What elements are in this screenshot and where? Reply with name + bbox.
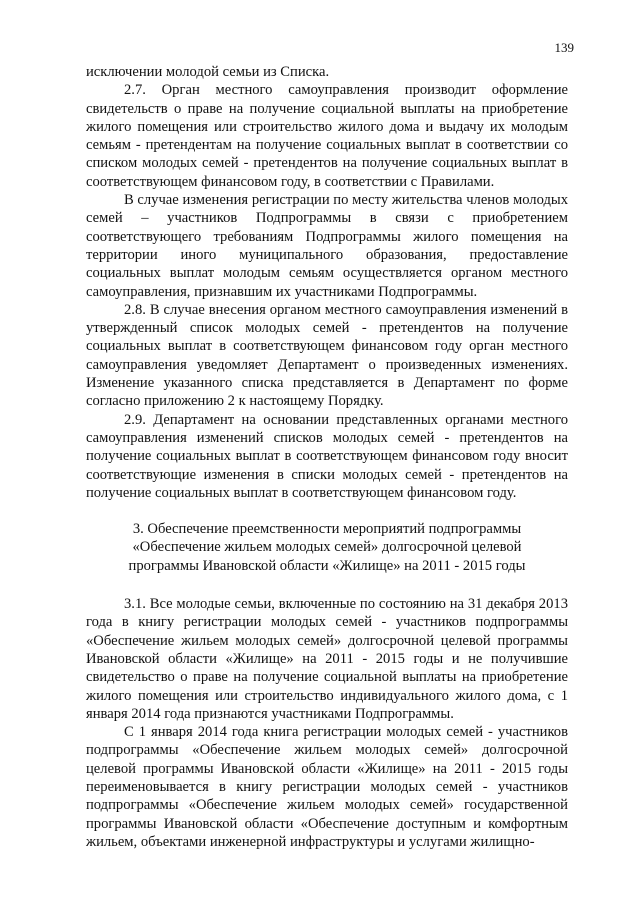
- section-heading-line: программы Ивановской области «Жилище» на 2011 - 2015 годы: [128, 557, 526, 574]
- paragraph: 2.9. Департамент на основании представленных органами местного самоуправления изменений списков молодых семей - претендентов на получение социальных выплат в соответствующем финансовом году вносит соответствующие изменения в списки молодых семей - претендентов на получение социальных выплат в соответствующем финансовом году.: [86, 411, 568, 501]
- section-heading: [86, 520, 568, 575]
- page-number: 139: [554, 40, 574, 55]
- section-heading-line: «Обеспечение жильем молодых семей» долгосрочной целевой: [132, 539, 522, 556]
- paragraph: 3.1. Все молодые семьи, включенные по состоянию на 31 декабря 2013 года в книгу регистрации молодых семей - участников подпрограммы «Обеспечение жильем молодых семей» долгосрочной целевой программы Ивановской области «Жилище» на 2011 - 2015 годы и не получившие свидетельство о праве на получение социальной выплаты на приобретение жилого помещения или строительство индивидуального жилого дома, с 1 января 2014 года признаются участниками Подпрограммы.: [86, 596, 568, 722]
- document-body: [86, 63, 568, 851]
- section-heading-line: 3. Обеспечение преемственности мероприятий подпрограммы: [132, 521, 522, 538]
- paragraph: 2.7. Орган местного самоуправления производит оформление свидетельств о праве на получение социальной выплаты на приобретение жилого помещения или строительство жилого дома и выдачу их молодым семьям - претендентам на получение социальных выплат в соответствии со списком молодых семей - претендентов на получение социальных выплат в соответствующем финансовом году, в соответствии с Правилами.: [86, 82, 568, 190]
- paragraph: С 1 января 2014 года книга регистрации молодых семей - участников подпрограммы «Обеспечение жильем молодых семей» долгосрочной целевой программы Ивановской области «Жилище» на 2011 - 2015 годы переименовывается в книгу регистрации молодых семей - участников подпрограммы «Обеспечение жильем молодых семей» государственной программы Ивановской области «Обеспечение доступным и комфортным жильем, объектами инженерной инфраструктуры и услугами жилищно-: [86, 724, 568, 850]
- paragraph: В случае изменения регистрации по месту жительства членов молодых семей – участников Подпрограммы в связи с приобретением соответствующего требованиям Подпрограммы жилого помещения на территории иного муниципального образования, предоставление социальных выплат молодым семьям осуществляется органом местного самоуправления, признавшим их участниками Подпрограммы.: [86, 192, 568, 300]
- paragraph: исключении молодой семьи из Списка.: [86, 64, 330, 80]
- paragraph: 2.8. В случае внесения органом местного самоуправления изменений в утвержденный список молодых семей - претендентов на получение социальных выплат в соответствующем финансовом году орган местного самоуправления уведомляет Департамент о произведенных изменениях. Изменение указанного списка представляется в Департамент по форме согласно приложению 2 к настоящему Порядку.: [86, 301, 568, 410]
